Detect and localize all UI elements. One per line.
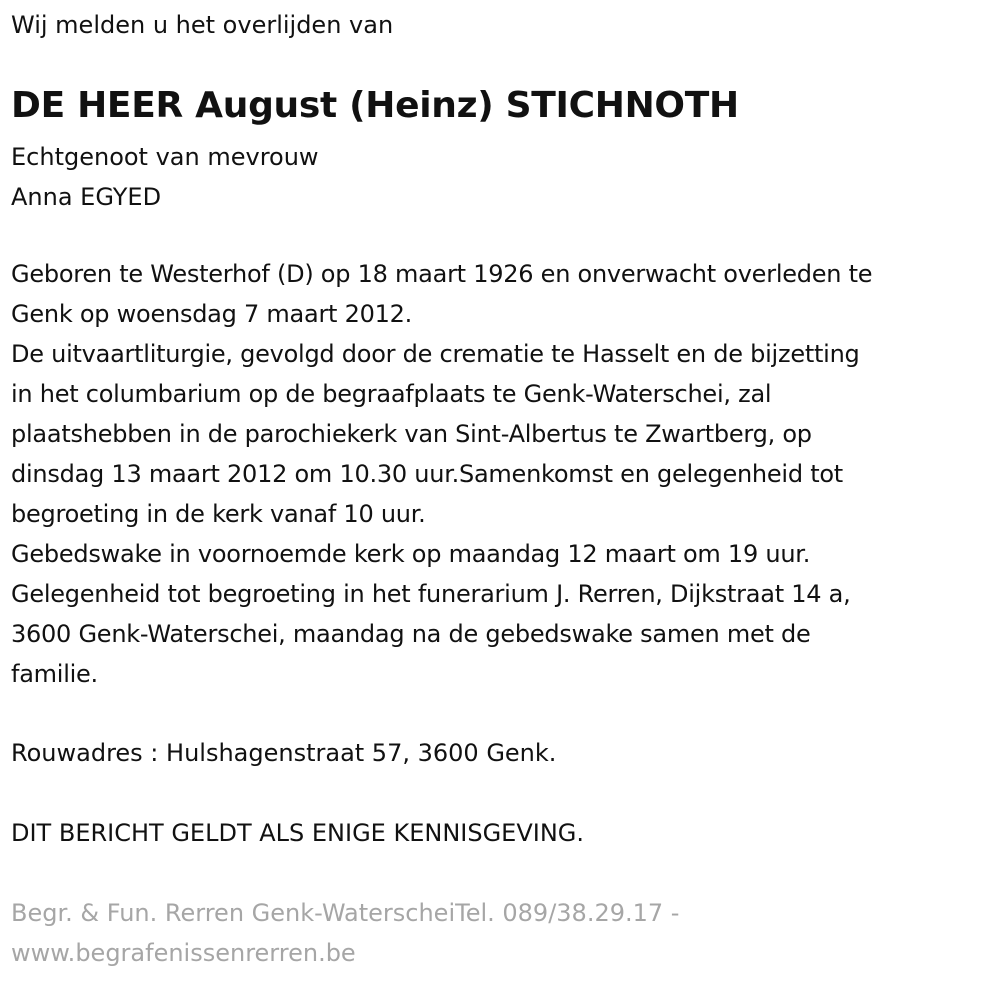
body-line: dinsdag 13 maart 2012 om 10.30 uur.Samenkomst en gelegenheid tot [11, 460, 843, 488]
footer-line: Begr. & Fun. Rerren Genk-WaterscheiTel. 089/38.29.17 - [11, 899, 680, 927]
spouse-line: Echtgenoot van mevrouw [11, 143, 319, 171]
body-line: in het columbarium op de begraafplaats te Genk-Waterschei, zal [11, 380, 772, 408]
body-line: Genk op woensdag 7 maart 2012. [11, 300, 413, 328]
intro-text: Wij melden u het overlijden van [11, 11, 394, 39]
body-line: begroeting in de kerk vanaf 10 uur. [11, 500, 426, 528]
notice-body [11, 254, 996, 694]
body-line: 3600 Genk-Waterschei, maandag na de gebedswake samen met de [11, 620, 811, 648]
footer-website: www.begrafenissenrerren.be [11, 939, 356, 967]
body-line: Geboren te Westerhof (D) op 18 maart 1926 en onverwacht overleden te [11, 260, 873, 288]
body-line: plaatshebben in de parochiekerk van Sint-Albertus te Zwartberg, op [11, 420, 812, 448]
body-line: Gebedswake in voornoemde kerk op maandag 12 maart om 19 uur. [11, 540, 811, 568]
mourning-address: Rouwadres : Hulshagenstraat 57, 3600 Genk. [11, 739, 557, 767]
deceased-name: DE HEER August (Heinz) STICHNOTH [11, 85, 739, 126]
body-line: familie. [11, 660, 98, 688]
body-line: De uitvaartliturgie, gevolgd door de crematie te Hasselt en de bijzetting [11, 340, 860, 368]
spouse-block [11, 137, 319, 217]
closing-statement: DIT BERICHT GELDT ALS ENIGE KENNISGEVING. [11, 819, 585, 847]
body-line: Gelegenheid tot begroeting in het funerarium J. Rerren, Dijkstraat 14 a, [11, 580, 851, 608]
funeral-home-footer [11, 893, 679, 973]
spouse-line: Anna EGYED [11, 183, 162, 211]
